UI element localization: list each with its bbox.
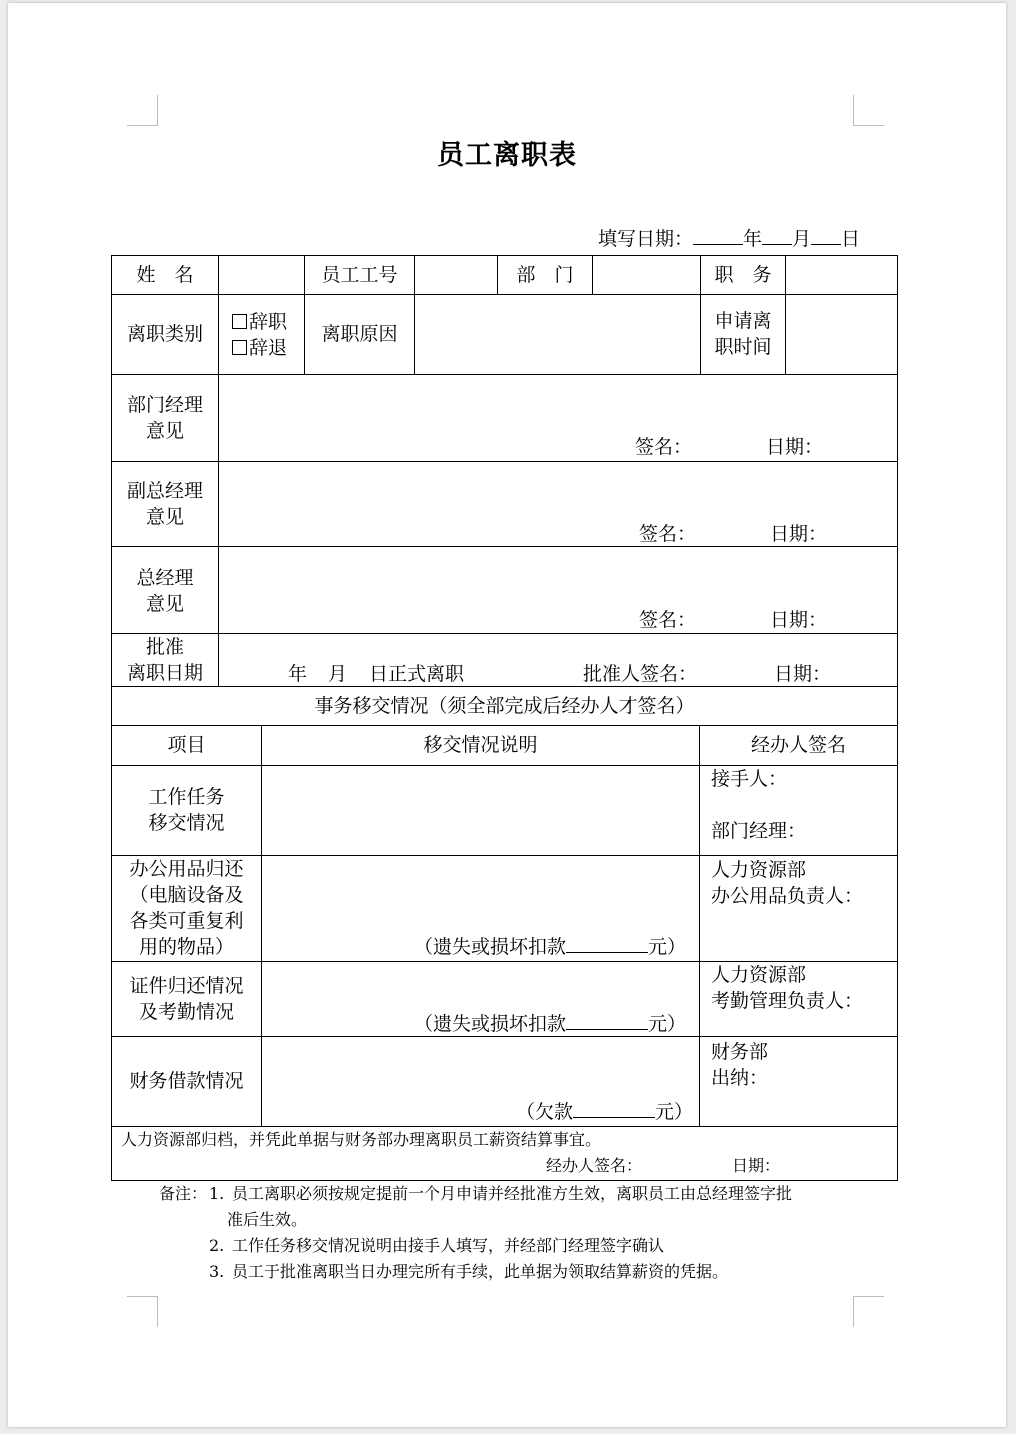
deduction-yuan: 元） <box>648 936 687 958</box>
resign-checkbox[interactable] <box>232 314 247 329</box>
gm-sign: 签名： <box>639 609 697 631</box>
row-line <box>111 633 898 634</box>
handover-title: 事务移交情况（须全部完成后经办人才签名） <box>314 694 695 717</box>
option-dismiss[interactable] <box>232 335 287 361</box>
fill-date-label: 填写日期： <box>597 228 693 250</box>
handover-signer-taker: 接手人： <box>711 768 788 790</box>
gm-opinion-label <box>112 546 218 633</box>
crop-mark-top-left <box>127 95 158 126</box>
dept-label: 部 门 <box>516 263 574 286</box>
opinion-label-line1: 总经理 <box>136 567 194 589</box>
handover-item-finance-loan: 财务借款情况 <box>129 1070 244 1092</box>
item-line1: 证件归还情况 <box>129 974 244 997</box>
handler-date: 日期： <box>732 1156 781 1175</box>
notes-label: 备注： <box>159 1184 208 1203</box>
owed-yuan: 元） <box>655 1101 694 1123</box>
handover-signer-hr: 人力资源部 <box>711 964 807 986</box>
fill-date-month-blank[interactable] <box>762 226 792 245</box>
table-border-right <box>897 255 898 1180</box>
handover-header-signer: 经办人签名 <box>750 734 846 756</box>
approve-label-line1: 批准 <box>145 635 184 658</box>
vice-gm-date: 日期： <box>770 523 828 545</box>
fill-date-year: 年 <box>742 228 762 250</box>
item-line1: 工作任务 <box>148 786 225 808</box>
crop-mark-top-right <box>853 95 884 126</box>
option-resign-label: 辞职 <box>249 311 288 333</box>
handover-item-office-supplies <box>112 855 261 961</box>
crop-mark-bottom-right <box>853 1296 884 1327</box>
dept-field[interactable] <box>593 255 700 294</box>
item-line3: 各类可重复利 <box>129 910 244 932</box>
vice-gm-opinion-label <box>112 461 218 546</box>
deduction-yuan: 元） <box>648 1013 687 1035</box>
handover-signer-supplies-owner: 办公用品负责人： <box>711 885 864 907</box>
item-line1: 办公用品归还 <box>129 858 244 880</box>
leave-type-label: 离职类别 <box>126 323 203 345</box>
opinion-label-line2: 意见 <box>145 506 184 528</box>
note-3: 员工于批准离职当日办理完所有手续，此单据为领取结算薪资的凭据。 <box>232 1262 729 1281</box>
vice-gm-sign: 签名： <box>639 523 697 545</box>
item-line2: 及考勤情况 <box>138 1000 234 1023</box>
deduction-note <box>414 934 686 960</box>
fill-date-day: 日 <box>840 228 860 250</box>
handover-signer-dept-manager: 部门经理： <box>711 820 807 842</box>
note-1-line1: 员工离职必须按规定提前一个月申请并经批准方生效，离职员工由总经理签字批 <box>232 1184 793 1203</box>
note-2-number: 2. <box>209 1236 225 1255</box>
emp-no-label: 员工工号 <box>321 263 398 286</box>
opinion-label-line2: 意见 <box>145 420 184 442</box>
owed-note <box>516 1099 693 1125</box>
dept-manager-sign: 签名： <box>635 436 693 458</box>
archive-text: 人力资源部归档，并凭此单据与财务部办理离职员工薪资结算事宜。 <box>121 1130 602 1149</box>
approve-date: 日期： <box>774 663 832 685</box>
fill-date-month: 月 <box>791 228 811 250</box>
handover-header-desc: 移交情况说明 <box>423 734 538 756</box>
deduction-label: （遗失或损坏扣款 <box>414 936 567 958</box>
deduction-note <box>414 1011 686 1037</box>
note-1-line2: 准后生效。 <box>227 1210 308 1229</box>
approve-date-label <box>112 633 218 686</box>
owed-blank[interactable] <box>573 1099 655 1118</box>
document-page <box>8 3 1006 1427</box>
deduction-label: （遗失或损坏扣款 <box>414 1013 567 1035</box>
crop-mark-bottom-left <box>127 1296 158 1327</box>
note-2: 工作任务移交情况说明由接手人填写，并经部门经理签字确认 <box>232 1236 665 1255</box>
approver-sign: 批准人签名： <box>583 663 698 685</box>
approve-label-line2: 离职日期 <box>126 661 203 684</box>
dept-manager-opinion-label <box>112 374 218 461</box>
handover-signer-finance: 财务部 <box>711 1041 769 1063</box>
position-field[interactable] <box>786 255 897 294</box>
option-resign[interactable] <box>232 309 287 335</box>
dept-manager-date: 日期： <box>766 436 824 458</box>
handover-signer-hr: 人力资源部 <box>711 859 807 881</box>
handover-signer-cashier: 出纳： <box>711 1067 769 1089</box>
page-title: 员工离职表 <box>437 140 577 171</box>
leave-reason-label: 离职原因 <box>321 323 398 345</box>
deduction-blank[interactable] <box>566 1011 648 1030</box>
fill-date-year-blank[interactable] <box>693 226 743 245</box>
handover-desc-work[interactable] <box>262 766 699 855</box>
handover-header-item: 项目 <box>167 734 206 756</box>
opinion-label-line1: 副总经理 <box>126 480 203 502</box>
handover-signer-attendance-owner: 考勤管理负责人： <box>711 990 864 1012</box>
name-field[interactable] <box>219 255 304 294</box>
item-line4: 用的物品） <box>138 936 234 958</box>
opinion-label-line2: 意见 <box>145 593 184 615</box>
fill-date <box>598 224 860 251</box>
note-1-number: 1. <box>209 1184 225 1203</box>
emp-no-field[interactable] <box>415 255 497 294</box>
apply-time-field[interactable] <box>786 294 897 374</box>
note-3-number: 3. <box>209 1262 225 1281</box>
handover-item-credentials <box>112 961 261 1036</box>
position-label: 职 务 <box>714 263 772 286</box>
name-label: 姓 名 <box>136 263 194 286</box>
approve-month: 月 <box>328 663 348 685</box>
item-line2: （电脑设备及 <box>129 884 244 906</box>
item-line2: 移交情况 <box>148 812 225 834</box>
apply-time-label <box>701 294 785 374</box>
dismiss-checkbox[interactable] <box>232 340 247 355</box>
opinion-label-line1: 部门经理 <box>126 394 203 416</box>
fill-date-day-blank[interactable] <box>811 226 841 245</box>
leave-type-options <box>232 309 287 361</box>
owed-label: （欠款 <box>516 1101 574 1123</box>
leave-reason-field[interactable] <box>415 294 700 374</box>
option-dismiss-label: 辞退 <box>249 337 288 359</box>
gm-date: 日期： <box>770 609 828 631</box>
handler-sign: 经办人签名： <box>546 1156 643 1175</box>
approve-year: 年 <box>288 663 308 685</box>
apply-time-label-line1: 申请离 <box>714 310 772 332</box>
col-line <box>699 725 700 1126</box>
apply-time-label-line2: 职时间 <box>714 336 772 358</box>
deduction-blank[interactable] <box>566 934 648 953</box>
approve-day-text: 日正式离职 <box>369 663 465 685</box>
handover-item-work <box>112 765 261 855</box>
